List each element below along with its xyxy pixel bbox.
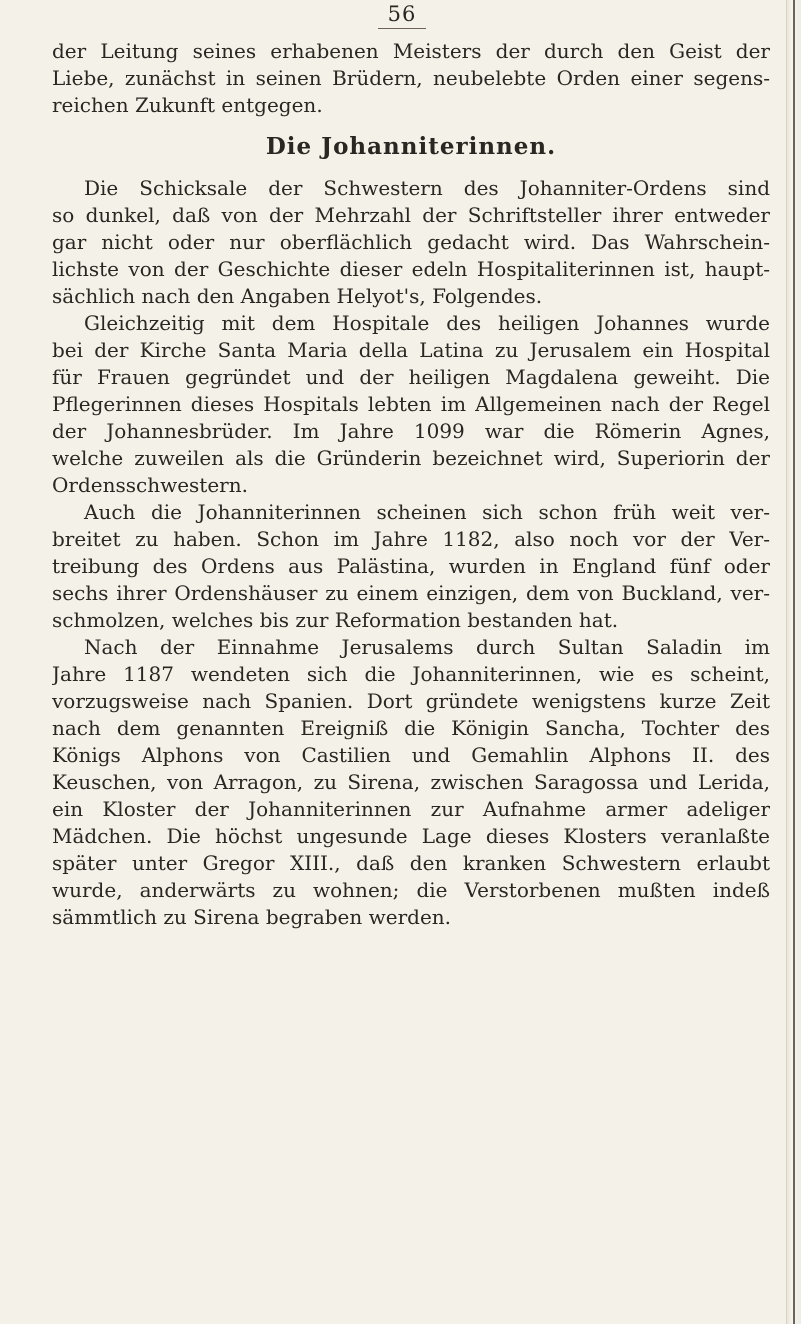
- text-line: für Frauen gegründet und der heiligen Magdalena geweiht. Die: [52, 365, 770, 389]
- page-text-block: [52, 38, 770, 931]
- text-line: sächlich nach den Angaben Helyot's, Folgendes.: [52, 284, 543, 308]
- text-line: der Leitung seines erhabenen Meisters der durch den Geist der: [52, 39, 770, 63]
- text-line: nach dem genannten Ereigniß die Königin Sancha, Tochter des: [52, 716, 770, 740]
- text-line: Liebe, zunächst in seinen Brüdern, neubelebte Orden einer segens-: [52, 66, 770, 90]
- text-line: schmolzen, welches bis zur Reformation bestanden hat.: [52, 608, 619, 632]
- text-line: wurde, anderwärts zu wohnen; die Verstorbenen mußten indeß: [52, 878, 770, 902]
- text-line: Nach der Einnahme Jerusalems durch Sultan Saladin im: [84, 635, 770, 659]
- text-line: Die Schicksale der Schwestern des Johanniter-Ordens sind: [84, 176, 770, 200]
- text-line: der Johannesbrüder. Im Jahre 1099 war die Römerin Agnes,: [52, 419, 770, 443]
- text-line: welche zuweilen als die Gründerin bezeichnet wird, Superiorin der: [52, 446, 770, 470]
- text-line: ein Kloster der Johanniterinnen zur Aufnahme armer adeliger: [52, 797, 770, 821]
- text-line: bei der Kirche Santa Maria della Latina zu Jerusalem ein Hospital: [52, 338, 770, 362]
- text-line: Ordensschwestern.: [52, 473, 248, 497]
- text-line: Mädchen. Die höchst ungesunde Lage dieses Klosters veranlaßte: [52, 824, 770, 848]
- text-line: Pflegerinnen dieses Hospitals lebten im Allgemeinen nach der Regel: [52, 392, 770, 416]
- section-heading: Die Johanniterinnen.: [265, 133, 557, 160]
- text-line: sechs ihrer Ordenshäuser zu einem einzigen, dem von Buckland, ver-: [52, 581, 770, 605]
- text-line: später unter Gregor XIII., daß den kranken Schwestern erlaubt: [52, 851, 770, 875]
- text-line: sämmtlich zu Sirena begraben werden.: [52, 905, 452, 929]
- page-number: 56: [378, 2, 426, 29]
- text-line: vorzugsweise nach Spanien. Dort gründete wenigstens kurze Zeit: [52, 689, 770, 713]
- text-line: breitet zu haben. Schon im Jahre 1182, also noch vor der Ver-: [52, 527, 770, 551]
- text-line: gar nicht oder nur oberflächlich gedacht wird. Das Wahrschein-: [52, 230, 770, 254]
- text-line: treibung des Ordens aus Palästina, wurden in England fünf oder: [52, 554, 770, 578]
- text-line: Gleichzeitig mit dem Hospitale des heiligen Johannes wurde: [84, 311, 770, 335]
- text-line: so dunkel, daß von der Mehrzahl der Schriftsteller ihrer entweder: [52, 203, 770, 227]
- text-line: lichste von der Geschichte dieser edeln Hospitaliterinnen ist, haupt-: [52, 257, 770, 281]
- text-line: Königs Alphons von Castilien und Gemahlin Alphons II. des: [52, 743, 770, 767]
- text-line: reichen Zukunft entgegen.: [52, 93, 323, 117]
- text-line: Auch die Johanniterinnen scheinen sich schon früh weit ver-: [84, 500, 770, 524]
- text-line: Keuschen, von Arragon, zu Sirena, zwischen Saragossa und Lerida,: [52, 770, 770, 794]
- page-edge-binding: [786, 0, 801, 1324]
- text-line: Jahre 1187 wendeten sich die Johanniterinnen, wie es scheint,: [52, 662, 770, 686]
